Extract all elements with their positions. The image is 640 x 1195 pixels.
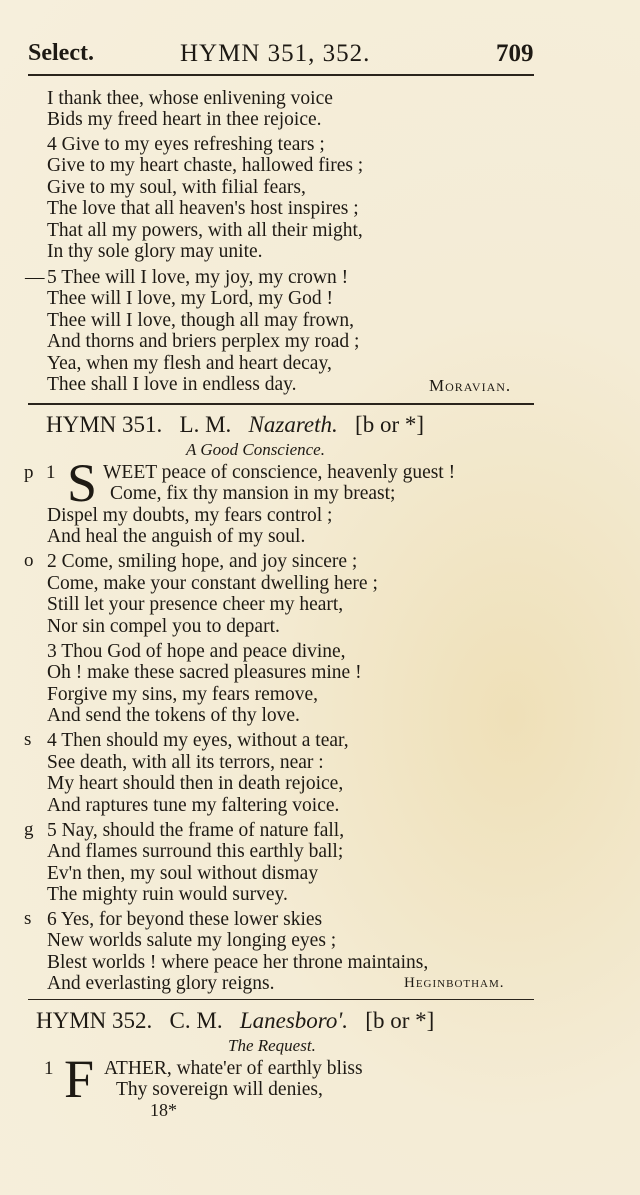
page-header [28, 40, 536, 72]
verse-line: See death, with all its terrors, near : [47, 752, 324, 773]
hymn-key: [b or *] [365, 1008, 435, 1033]
verse-line: Still let your presence cheer my heart, [47, 594, 344, 615]
verse-line: Bids my freed heart in thee rejoice. [47, 109, 322, 130]
verse-line: The mighty ruin would survey. [47, 884, 288, 905]
drop-cap: S [67, 453, 98, 513]
dynamic-mark: s [24, 908, 32, 929]
section-rule [28, 999, 534, 1000]
verse-line: Come, fix thy mansion in my breast; [110, 483, 396, 504]
previous-hymn [25, 88, 547, 408]
verse-line: And raptures tune my faltering voice. [47, 795, 340, 816]
hymn-meter: C. M. [169, 1008, 223, 1033]
verse-line: And send the tokens of thy love. [47, 705, 300, 726]
header-rule [28, 74, 534, 76]
verse-line: Yea, when my flesh and heart decay, [47, 353, 332, 374]
verse-line: WEET peace of conscience, heavenly guest ! [103, 462, 456, 483]
verse-line: ATHER, whate'er of earthly bliss [104, 1058, 363, 1079]
verse-line: 6 Yes, for beyond these lower skies [47, 909, 323, 930]
verse-line: Give to my soul, with filial fears, [47, 177, 306, 198]
author-attribution: Moravian. [429, 376, 512, 395]
hymn-352-body [0, 1049, 640, 1136]
verse-line: And thorns and briers perplex my road ; [47, 331, 360, 352]
verse-line: And flames surround this earthly ball; [47, 841, 344, 862]
verse-line: In thy sole glory may unite. [47, 241, 263, 262]
drop-cap: F [64, 1049, 95, 1109]
verse-line: And everlasting glory reigns. [47, 973, 275, 994]
verse-number: 1 [44, 1058, 54, 1079]
dynamic-mark: p [24, 462, 34, 483]
verse-line: Nor sin compel you to depart. [47, 616, 280, 637]
hymn-number: HYMN 352. [36, 1008, 153, 1033]
verse-line: 5 Thee will I love, my joy, my crown ! [47, 267, 349, 288]
verse-line: Blest worlds ! where peace her throne maintains, [47, 952, 429, 973]
verse-line: And heal the anguish of my soul. [47, 526, 306, 547]
dynamic-mark: g [24, 819, 34, 840]
verse-line: Thee shall I love in endless day. [47, 374, 297, 395]
hymn-meter: L. M. [179, 412, 232, 437]
section-rule [28, 403, 534, 405]
verse-line: The love that all heaven's host inspires ; [47, 198, 359, 219]
verse-line: Ev'n then, my soul without dismay [47, 863, 319, 884]
hymn-key: [b or *] [355, 412, 425, 437]
verse-number: 1 [46, 462, 56, 483]
verse-line: 4 Give to my eyes refreshing tears ; [47, 134, 325, 155]
verse-line: Come, make your constant dwelling here ; [47, 573, 378, 594]
hymn-number: HYMN 351. [46, 412, 163, 437]
dynamic-mark: o [24, 550, 34, 571]
printer-signature: 18* [150, 1100, 177, 1120]
author-attribution: Heginbotham. [404, 975, 505, 991]
dash-mark: — [25, 267, 45, 288]
verse-line: 3 Thou God of hope and peace divine, [47, 641, 346, 662]
verse-line: 5 Nay, should the frame of nature fall, [47, 820, 345, 841]
hymn-351-body [0, 453, 640, 1000]
verse-line: Thee will I love, though all may frown, [47, 310, 355, 331]
verse-line: 4 Then should my eyes, without a tear, [47, 730, 349, 751]
hymn-tune: Nazareth. [248, 412, 338, 437]
verse-line: Give to my heart chaste, hallowed fires ; [47, 155, 364, 176]
running-title: HYMN 351, 352. [180, 40, 371, 67]
verse-line: New worlds salute my longing eyes ; [47, 930, 337, 951]
verse-line: Thy sovereign will denies, [116, 1079, 323, 1100]
hymn-351-title [46, 412, 424, 438]
hymn-351-subtitle: A Good Conscience. [186, 440, 325, 459]
dynamic-mark: s [24, 729, 32, 750]
hymn-tune: Lanesboro'. [239, 1008, 349, 1033]
verse-line: Dispel my doubts, my fears control ; [47, 505, 333, 526]
verse-line: Forgive my sins, my fears remove, [47, 684, 318, 705]
hymn-352-subtitle: The Request. [228, 1036, 316, 1055]
verse-line: My heart should then in death rejoice, [47, 773, 344, 794]
verse-line: That all my powers, with all their might, [47, 220, 363, 241]
hymn-352-title [36, 1008, 434, 1034]
page-number: 709 [496, 40, 534, 67]
verse-line: Oh ! make these sacred pleasures mine ! [47, 662, 362, 683]
verse-line: I thank thee, whose enlivening voice [47, 88, 333, 109]
verse-line: Thee will I love, my Lord, my God ! [47, 288, 333, 309]
verse-line: 2 Come, smiling hope, and joy sincere ; [47, 551, 358, 572]
section-label: Select. [28, 40, 94, 66]
